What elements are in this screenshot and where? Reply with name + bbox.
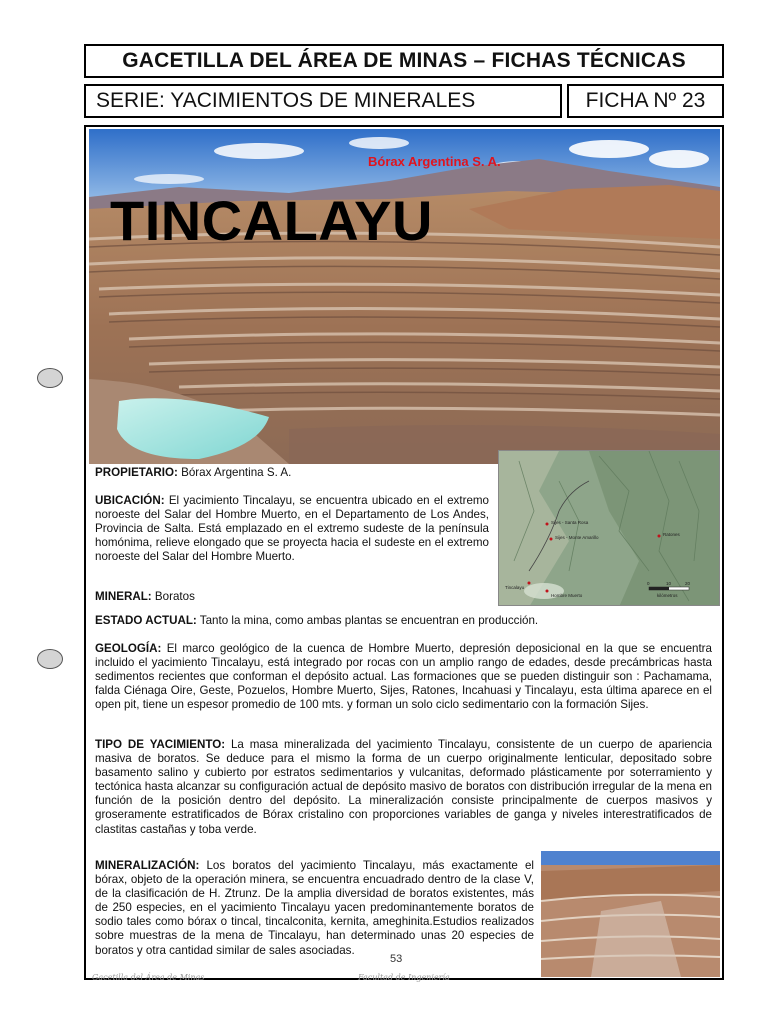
map-scale-label: kilómetros xyxy=(657,593,678,598)
map-scale-tick: 10 xyxy=(666,581,672,586)
footer-right: Facultad de Ingeniería xyxy=(358,973,450,982)
header-title-box xyxy=(84,44,724,78)
section-estado xyxy=(95,614,715,628)
mine-title: TINCALAYU xyxy=(110,189,433,252)
label-mineralizacion: MINERALIZACIÓN: xyxy=(95,859,200,872)
header-title: GACETILLA DEL ÁREA DE MINAS – FICHAS TÉCNICAS xyxy=(122,49,686,72)
text-mineral: Boratos xyxy=(154,590,195,603)
header-serie: SERIE: YACIMIENTOS DE MINERALES xyxy=(96,89,476,112)
label-tipo: TIPO DE YACIMIENTO: xyxy=(95,738,226,751)
map-label-ratones: Ratones xyxy=(663,532,680,537)
mine-photo xyxy=(89,129,720,464)
location-map xyxy=(498,450,720,606)
map-label-tincalayu: Tincalayu xyxy=(505,585,525,590)
page-number: 53 xyxy=(390,953,403,965)
section-geologia xyxy=(95,642,712,712)
header-serie-box xyxy=(84,84,562,118)
map-label-sijes-santa-rosa: Sijes - Santa Rosa xyxy=(551,520,589,525)
header-ficha-box xyxy=(567,84,724,118)
section-mineralizacion xyxy=(95,859,534,958)
map-scale-tick: 0 xyxy=(647,581,650,586)
map-label-sijes-monte-amarillo: Sijes - Monte Amarillo xyxy=(555,535,599,540)
header-ficha: FICHA Nº 23 xyxy=(585,89,706,112)
label-propietario: PROPIETARIO: xyxy=(95,466,178,479)
binder-hole-icon xyxy=(37,368,63,388)
company-label: Bórax Argentina S. A. xyxy=(368,154,501,169)
text-estado: Tanto la mina, como ambas plantas se encuentran en producción. xyxy=(199,614,539,627)
text-tipo: La masa mineralizada del yacimiento Tincalayu, consistente de un cuerpo de apariencia masiva de boratos. Se deduce para el mismo la forma de un cuerpo originalmente lenticular, depositado sobre basamento salino y cubierto por estratos sedimentarios y vulcanitas, deformado plásticamente por soterramiento y tectónica hasta alcanzar su configuración actual de depósito masivo de boratos con distribución irregular de la mena en función de la posición dentro del depósito. La mineralización consiste principalmente de cuerpos masivos y groseramente estratificados de Bórax cristalino con proporciones variables de ganga y niveles interestratificados de clastitas castañas y toba verde. xyxy=(95,738,713,836)
text-propietario: Bórax Argentina S. A. xyxy=(181,466,292,479)
section-ubicacion xyxy=(95,494,489,564)
label-geologia: GEOLOGÍA: xyxy=(95,642,162,655)
footer-left: Gacetilla del Área de Minas xyxy=(92,973,205,982)
text-geologia: El marco geológico de la cuenca de Hombre Muerto, depresión deposicional en la que se encuentra incluido el yacimiento Tincalayu, está integrado por rocas con un amplio rango de edades, desde precámbricas hasta sedimentos recientes que conforman el depósito actual. Las formaciones que se pueden distinguir son : Pachamama, falda Ciénaga Oire, Geste, Pozuelos, Hombre Muerto, Sijes, Ratones, Incahuasi y Tincalayu, esta última aparece en el open pit, tiene un espesor promedio de 100 mts. y forman un solo ciclo sedimentario con la formación Sijes. xyxy=(95,642,712,712)
pit-photo xyxy=(541,851,720,977)
map-label-hombre-muerto: Hombre Muerto xyxy=(551,593,583,598)
text-mineralizacion: Los boratos del yacimiento Tincalayu, más exactamente el bórax, objeto de la operación minera, se encuentra encuadrado dentro de la clase V, de la clasificación de H. Ztrunz. De la amplia diversidad de boratos existentes, más de 250 especies, en el yacimiento Tincalayu yacen predominantemente boratos de sodio tales como bórax o tincal, tincalconita, kernita, ameghinita.Estudios realizados sobre muestras de la mena de Tincalayu, han determinado unas 20 especies de boratos y otra cantidad similar de sales asociadas. xyxy=(95,859,534,957)
binder-hole-icon xyxy=(37,649,63,669)
map-scale-tick: 20 xyxy=(685,581,691,586)
section-tipo xyxy=(95,738,712,837)
label-ubicacion: UBICACIÓN: xyxy=(95,494,165,507)
text-ubicacion: El yacimiento Tincalayu, se encuentra ubicado en el extremo noroeste del Salar del Hombre Muerto, en el Departamento de Los Andes, Provincia de Salta. Está emplazado en el extremo sudeste de la península homónima, relieve elongado que se proyecta hacia el sudeste en el extremo noroeste del Salar del Hombre Muerto. xyxy=(95,494,489,564)
label-mineral: MINERAL: xyxy=(95,590,152,603)
section-propietario xyxy=(95,466,495,480)
section-mineral xyxy=(95,590,495,604)
label-estado: ESTADO ACTUAL: xyxy=(95,614,197,627)
